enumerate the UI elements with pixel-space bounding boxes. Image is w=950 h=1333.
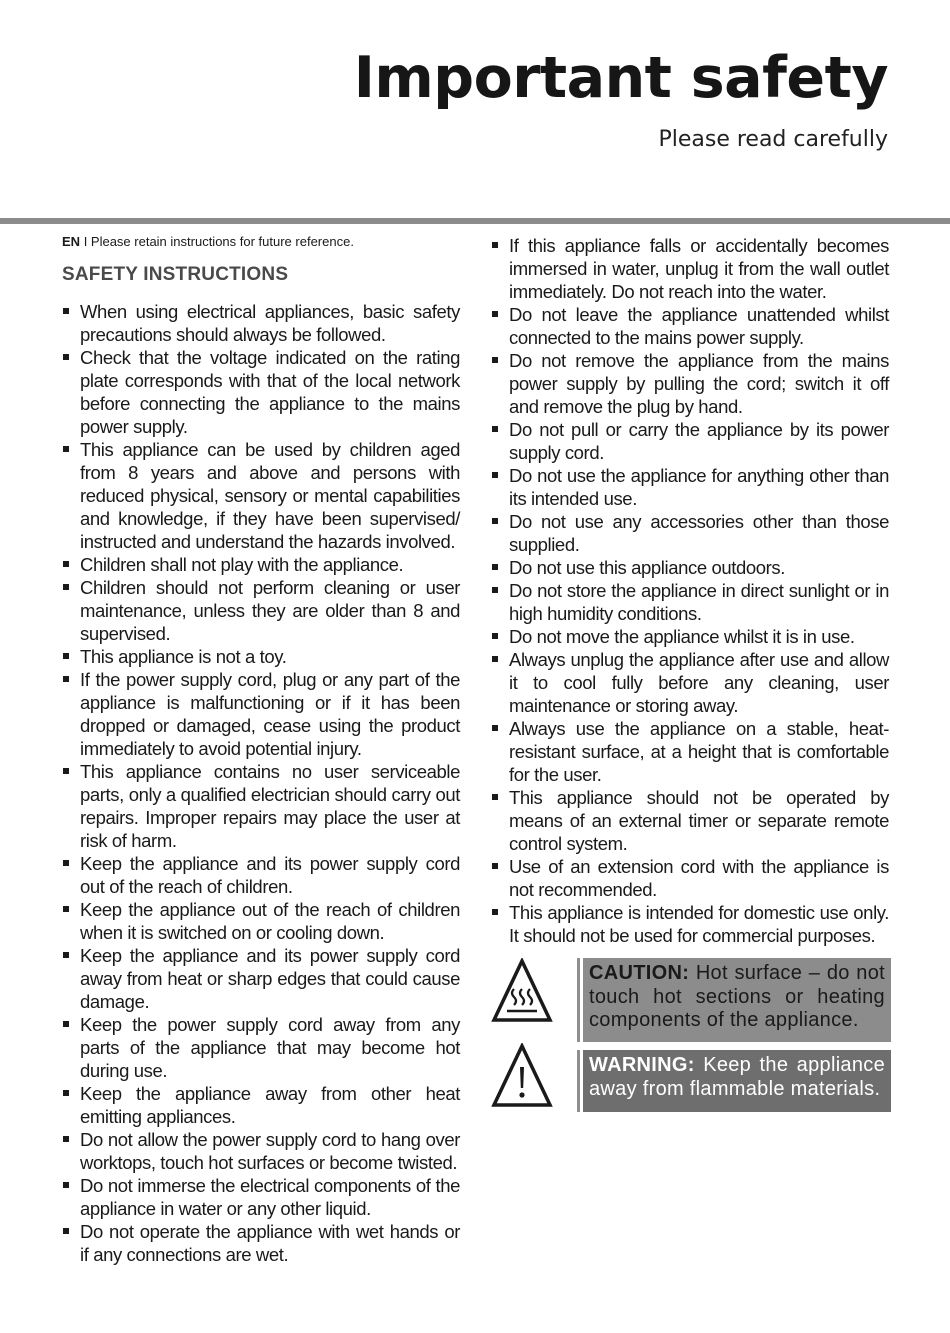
safety-list-right xyxy=(491,234,889,947)
list-item: Always use the appliance on a stable, heat-resistant surface, at a height that is comfortable for the user. xyxy=(491,717,889,786)
list-item: This appliance is not a toy. xyxy=(62,645,460,668)
list-item: Do not pull or carry the appliance by its power supply cord. xyxy=(491,418,889,464)
list-item: Children shall not play with the appliance. xyxy=(62,553,460,576)
list-item: This appliance is intended for domestic use only. It should not be used for commercial purposes. xyxy=(491,901,889,947)
right-column xyxy=(491,234,889,947)
list-item: Do not allow the power supply cord to hang over worktops, touch hot surfaces or become twisted. xyxy=(62,1128,460,1174)
list-item: Always unplug the appliance after use and allow it to cool fully before any cleaning, user maintenance or storing away. xyxy=(491,648,889,717)
list-item: If the power supply cord, plug or any part of the appliance is malfunctioning or if it has been dropped or damaged, cease using the product immediately to avoid potential injury. xyxy=(62,668,460,760)
caution-accent-bar xyxy=(577,958,580,1042)
list-item: Keep the power supply cord away from any parts of the appliance that may become hot during use. xyxy=(62,1013,460,1082)
warning-box xyxy=(491,1050,891,1112)
list-item: Keep the appliance out of the reach of children when it is switched on or cooling down. xyxy=(62,898,460,944)
caution-label: CAUTION: xyxy=(589,962,690,984)
caution-panel xyxy=(583,958,891,1042)
list-item: Do not use any accessories other than those supplied. xyxy=(491,510,889,556)
list-item: Keep the appliance and its power supply cord out of the reach of children. xyxy=(62,852,460,898)
safety-list-left xyxy=(62,300,460,1266)
language-code: EN xyxy=(62,234,81,249)
list-item: Do not immerse the electrical components of the appliance in water or any other liquid. xyxy=(62,1174,460,1220)
list-item: This appliance contains no user serviceable parts, only a qualified electrician should carry out repairs. Improper repairs may place the user at risk of harm. xyxy=(62,760,460,852)
caution-text: Hot surface – do not touch hot sections or heating components of the appliance. xyxy=(589,962,886,1031)
list-item: Do not remove the appliance from the mains power supply by pulling the cord; switch it off and remove the plug by hand. xyxy=(491,349,889,418)
section-heading: SAFETY INSTRUCTIONS xyxy=(62,264,289,285)
list-item: If this appliance falls or accidentally becomes immersed in water, unplug it from the wall outlet immediately. Do not reach into the water. xyxy=(491,234,889,303)
list-item: Do not leave the appliance unattended whilst connected to the mains power supply. xyxy=(491,303,889,349)
page-title: Important safety xyxy=(353,45,888,111)
left-column xyxy=(62,233,460,1266)
warning-panel xyxy=(583,1050,891,1112)
retain-notice-text: I Please retain instructions for future reference. xyxy=(83,234,354,249)
list-item: Children should not perform cleaning or user maintenance, unless they are older than 8 and supervised. xyxy=(62,576,460,645)
page-subtitle: Please read carefully xyxy=(658,127,888,152)
list-item: This appliance should not be operated by means of an external timer or separate remote control system. xyxy=(491,786,889,855)
list-item: Do not move the appliance whilst it is in use. xyxy=(491,625,889,648)
header-divider xyxy=(0,218,950,224)
list-item: Use of an extension cord with the appliance is not recommended. xyxy=(491,855,889,901)
exclamation-warning-icon xyxy=(491,1043,553,1113)
list-item: Do not use the appliance for anything other than its intended use. xyxy=(491,464,889,510)
list-item: Do not operate the appliance with wet hands or if any connections are wet. xyxy=(62,1220,460,1266)
list-item: When using electrical appliances, basic safety precautions should always be followed. xyxy=(62,300,460,346)
warning-accent-bar xyxy=(577,1050,580,1112)
hot-surface-icon xyxy=(491,958,553,1028)
retain-notice xyxy=(62,233,460,251)
list-item: Keep the appliance and its power supply cord away from heat or sharp edges that could cause damage. xyxy=(62,944,460,1013)
list-item: Do not store the appliance in direct sunlight or in high humidity conditions. xyxy=(491,579,889,625)
list-item: This appliance can be used by children aged from 8 years and above and persons with reduced physical, sensory or mental capabilities and knowledge, if they have been supervised/ instructed and understand the hazards involved. xyxy=(62,438,460,553)
caution-box xyxy=(491,958,891,1042)
warning-text: Keep the appliance away from flammable materials. xyxy=(589,1054,886,1100)
list-item: Do not use this appliance outdoors. xyxy=(491,556,889,579)
list-item: Keep the appliance away from other heat emitting appliances. xyxy=(62,1082,460,1128)
warning-label: WARNING: xyxy=(589,1054,695,1076)
list-item: Check that the voltage indicated on the rating plate corresponds with that of the local network before connecting the appliance to the mains power supply. xyxy=(62,346,460,438)
